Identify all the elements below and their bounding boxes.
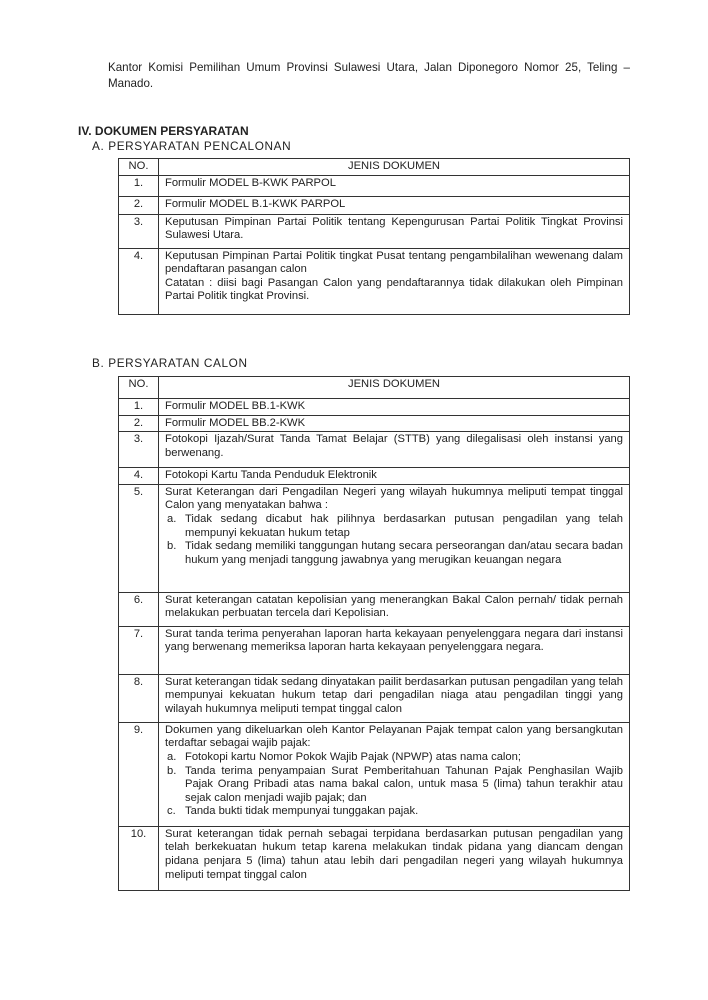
list-item-text: Tidak sedang dicabut hak pilihnya berdasarkan putusan pengadilan yang telah mempunyi kekuatan hukum tetap	[185, 512, 623, 539]
row-number: 8.	[119, 674, 159, 722]
section-title: IV. DOKUMEN PERSYARATAN	[78, 124, 249, 138]
row-document: Formulir MODEL B.1-KWK PARPOL	[159, 196, 630, 214]
header-no: NO.	[119, 159, 159, 176]
row-document: Formulir MODEL BB.1-KWK	[159, 399, 630, 416]
row-number: 4.	[119, 248, 159, 314]
list-item-marker: b.	[167, 764, 177, 777]
row-number: 3.	[119, 432, 159, 468]
table-row	[119, 468, 630, 485]
list-item-text: Tidak sedang memiliki tanggungan hutang secara perseorangan dan/atau secara badan hukum yang menjadi tanggung jawabnya yang merugikan keuangan negara	[185, 540, 623, 566]
list-item-marker: b.	[167, 540, 177, 553]
row-number: 2.	[119, 415, 159, 432]
table-row	[119, 415, 630, 432]
row-document	[159, 248, 630, 314]
table-row	[119, 248, 630, 314]
header-no: NO.	[119, 377, 159, 399]
row-document-text: Keputusan Pimpinan Partai Politik tingkat Pusat tentang pengambilalihan wewenang dalam pendaftaran pasangan calon	[165, 249, 623, 276]
table-row	[119, 592, 630, 626]
row-number: 10.	[119, 826, 159, 890]
list-item-marker: c.	[167, 805, 176, 818]
list-item-marker: a.	[167, 512, 177, 525]
table-header-row	[119, 377, 630, 399]
table-row	[119, 674, 630, 722]
list-item	[165, 540, 623, 567]
list-item-text: Tanda terima penyampaian Surat Pemberitahuan Tahunan Pajak Penghasilan Wajib Pajak Orang Pribadi atas nama bakal calon, untuk masa 5 (lima) tahun terakhir atau sejak calon menjadi wajib pajak; dan	[185, 764, 623, 804]
row-document	[159, 722, 630, 826]
list-item-text: Tanda bukti tidak mempunyai tunggakan pajak.	[185, 805, 419, 818]
header-document: JENIS DOKUMEN	[159, 159, 630, 176]
table-row	[119, 722, 630, 826]
table-row	[119, 826, 630, 890]
row-number: 1.	[119, 175, 159, 196]
table-row	[119, 626, 630, 674]
row-number: 3.	[119, 214, 159, 248]
table-row	[119, 484, 630, 592]
row-document-text: Surat Keterangan dari Pengadilan Negeri yang wilayah hukumnya meliputi tempat tinggal Calon yang menyatakan bahwa :	[165, 485, 623, 512]
requirements-table-b	[118, 376, 630, 891]
row-document: Surat keterangan catatan kepolisian yang menerangkan Bakal Calon pernah/ tidak pernah melakukan perbuatan tercela dari Kepolisian.	[159, 592, 630, 626]
row-document: Fotokopi Kartu Tanda Penduduk Elektronik	[159, 468, 630, 485]
row-number: 9.	[119, 722, 159, 826]
table-row	[119, 432, 630, 468]
row-document: Formulir MODEL B-KWK PARPOL	[159, 175, 630, 196]
part-a-title: A. PERSYARATAN PENCALONAN	[92, 139, 292, 153]
row-document: Keputusan Pimpinan Partai Politik tentang Kepengurusan Partai Politik Tingkat Provinsi Sulawesi Utara.	[159, 214, 630, 248]
row-document-note: Catatan : diisi bagi Pasangan Calon yang pendaftarannya tidak dilakukan oleh Pimpinan Partai Politik tingkat Provinsi.	[165, 276, 623, 303]
row-document: Surat keterangan tidak sedang dinyatakan pailit berdasarkan putusan pengadilan yang telah mempunyai kekuatan hukum tetap dari pengadilan niaga atau pengadilan tinggi yang wilayah hukumnya meliputi tempat tinggal calon	[159, 674, 630, 722]
row-document: Fotokopi Ijazah/Surat Tanda Tamat Belajar (STTB) yang dilegalisasi oleh instansi yang berwenang.	[159, 432, 630, 468]
row-number: 4.	[119, 468, 159, 485]
requirements-table-a	[118, 158, 630, 315]
list-item	[165, 805, 623, 819]
row-document-text: Dokumen yang dikeluarkan oleh Kantor Pelayanan Pajak tempat calon yang bersangkutan terdaftar sebagai wajib pajak:	[165, 723, 623, 750]
list-item-marker: a.	[167, 750, 177, 763]
row-document: Surat keterangan tidak pernah sebagai terpidana berdasarkan putusan pengadilan yang telah berkekuatan hukum tetap karena melakukan tindak pidana yang diancam dengan pidana penjara 5 (lima) tahun atau lebih dari pengadilan negeri yang wilayah hukumnya meliputi tempat tinggal calon	[159, 826, 630, 890]
row-number: 1.	[119, 399, 159, 416]
row-number: 6.	[119, 592, 159, 626]
list-item-text: Fotokopi kartu Nomor Pokok Wajib Pajak (NPWP) atas nama calon;	[185, 750, 521, 763]
table-row	[119, 214, 630, 248]
table-row	[119, 196, 630, 214]
table-row	[119, 175, 630, 196]
part-b-title: B. PERSYARATAN CALON	[92, 356, 248, 370]
list-item	[165, 513, 623, 540]
header-document: JENIS DOKUMEN	[159, 377, 630, 399]
row-document: Formulir MODEL BB.2-KWK	[159, 415, 630, 432]
list-item	[165, 765, 623, 806]
row-number: 5.	[119, 484, 159, 592]
intro-paragraph: Kantor Komisi Pemilihan Umum Provinsi Sulawesi Utara, Jalan Diponegoro Nomor 25, Teling – Manado.	[108, 61, 630, 90]
row-number: 7.	[119, 626, 159, 674]
row-document	[159, 484, 630, 592]
table-header-row	[119, 159, 630, 176]
row-number: 2.	[119, 196, 159, 214]
list-item	[165, 751, 623, 765]
table-row	[119, 399, 630, 416]
row-document: Surat tanda terima penyerahan laporan harta kekayaan penyelenggara negara dari instansi yang berwenang memeriksa laporan harta kekayaan penyelenggara negara.	[159, 626, 630, 674]
